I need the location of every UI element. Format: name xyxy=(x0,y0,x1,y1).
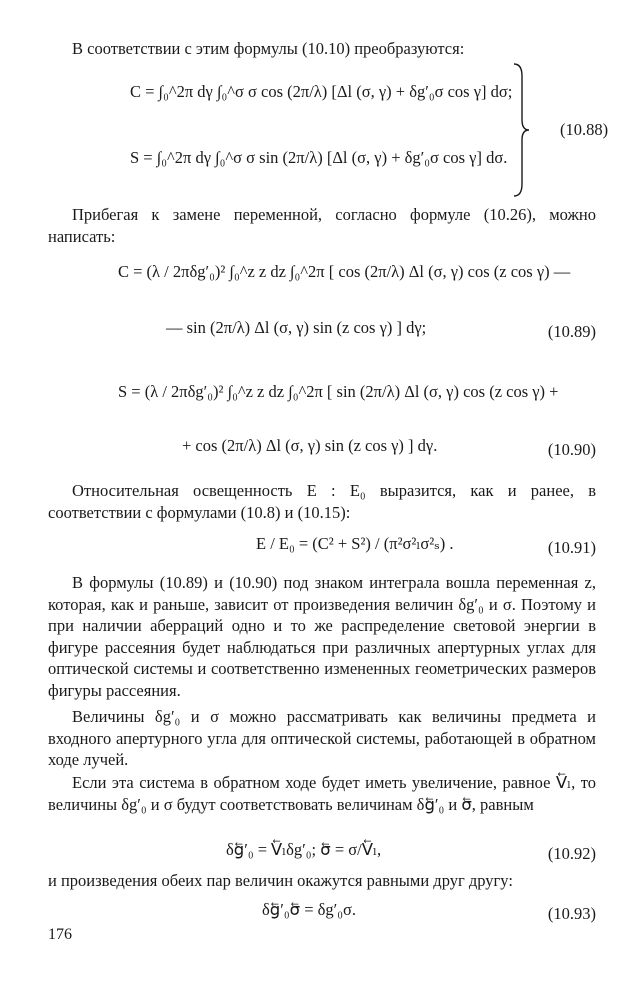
equation-number-10-90: (10.90) xyxy=(547,440,596,459)
formula-text: + cos (2π/λ) Δl (σ, γ) sin (z cos γ) ] dγ. xyxy=(182,436,438,455)
formula-text: C = (λ / 2πδg′₀)² ∫₀^z z dz ∫₀^2π [ cos (2π/λ) Δl (σ, γ) cos (z cos γ) — xyxy=(118,262,571,281)
formula-text: δg⃖′₀ = V⃖ₗδg′₀; σ⃖ = σ/V⃖ₗ, xyxy=(226,840,382,859)
equation-10-93 xyxy=(48,900,596,930)
equation-number-10-92: (10.92) xyxy=(547,844,596,863)
paragraph-reverse-path: Если эта система в обратном ходе будет иметь увеличение, равное V⃖ₗ, то величины δg′₀ и σ будут соответствовать величинам δg⃖′₀ и σ⃖, равным xyxy=(48,773,596,814)
paragraph-illuminance: Относительная освещенность E : E₀ выразится, как и ранее, в соответствии с формулами (10.8) и (10.15): xyxy=(48,481,596,522)
equation-10-90-line-2 xyxy=(48,436,596,466)
equation-10-90-line-1 xyxy=(48,382,596,412)
paragraph-products: и произведения обеих пар величин окажутся равными друг другу: xyxy=(48,871,513,890)
equation-10-89-line-2 xyxy=(48,318,596,348)
paragraph-intro: В соответствии с этим формулы (10.10) преобразуются: xyxy=(72,39,465,58)
paragraph-substitution: Прибегая к замене переменной, согласно формуле (10.26), можно написать: xyxy=(48,205,596,246)
formula-text: — sin (2π/λ) Δl (σ, γ) sin (z cos γ) ] dγ; xyxy=(166,318,427,337)
paragraph-variable-z: В формулы (10.89) и (10.90) под знаком интеграла вошла переменная z, которая, как и раньше, зависит от произведения величин δg′₀ и σ. Поэтому и при наличии аберраций одно и то же распределение световой энергии в фигуре рассеяния будет наблюдаться при различных апертурных углах для оптической системы и соответственно измененных геометрических размеров фигуры рассеяния. xyxy=(48,573,596,700)
right-brace-icon xyxy=(512,62,530,198)
equation-10-91 xyxy=(48,534,596,564)
equation-number-10-89: (10.89) xyxy=(547,322,596,341)
equation-10-92 xyxy=(48,840,596,870)
equation-number-10-88: (10.88) xyxy=(560,120,609,139)
formula-text: S = (λ / 2πδg′₀)² ∫₀^z z dz ∫₀^2π [ sin (2π/λ) Δl (σ, γ) cos (z cos γ) + xyxy=(118,382,559,401)
formula-text: S = ∫₀^2π dγ ∫₀^σ σ sin (2π/λ) [Δl (σ, γ) + δg′₀σ cos γ] dσ. xyxy=(130,148,508,167)
page-number: 176 xyxy=(48,926,72,943)
formula-text: C = ∫₀^2π dγ ∫₀^σ σ cos (2π/λ) [Δl (σ, γ) + δg′₀σ cos γ] dσ; xyxy=(130,82,513,101)
paragraph-object-quantities: Величины δg′₀ и σ можно рассматривать как величины предмета и входного апертурного угла для оптической системы, работающей в обратном ходе лучей. xyxy=(48,707,596,769)
equation-10-89-line-1 xyxy=(48,262,596,292)
equation-number-10-91: (10.91) xyxy=(547,538,596,557)
formula-text: E / E₀ = (C² + S²) / (π²σ²ₗσ²ₛ) . xyxy=(256,534,454,553)
formula-text: δg⃖′₀σ⃖ = δg′₀σ. xyxy=(262,900,357,919)
equation-number-10-93: (10.93) xyxy=(547,904,596,923)
